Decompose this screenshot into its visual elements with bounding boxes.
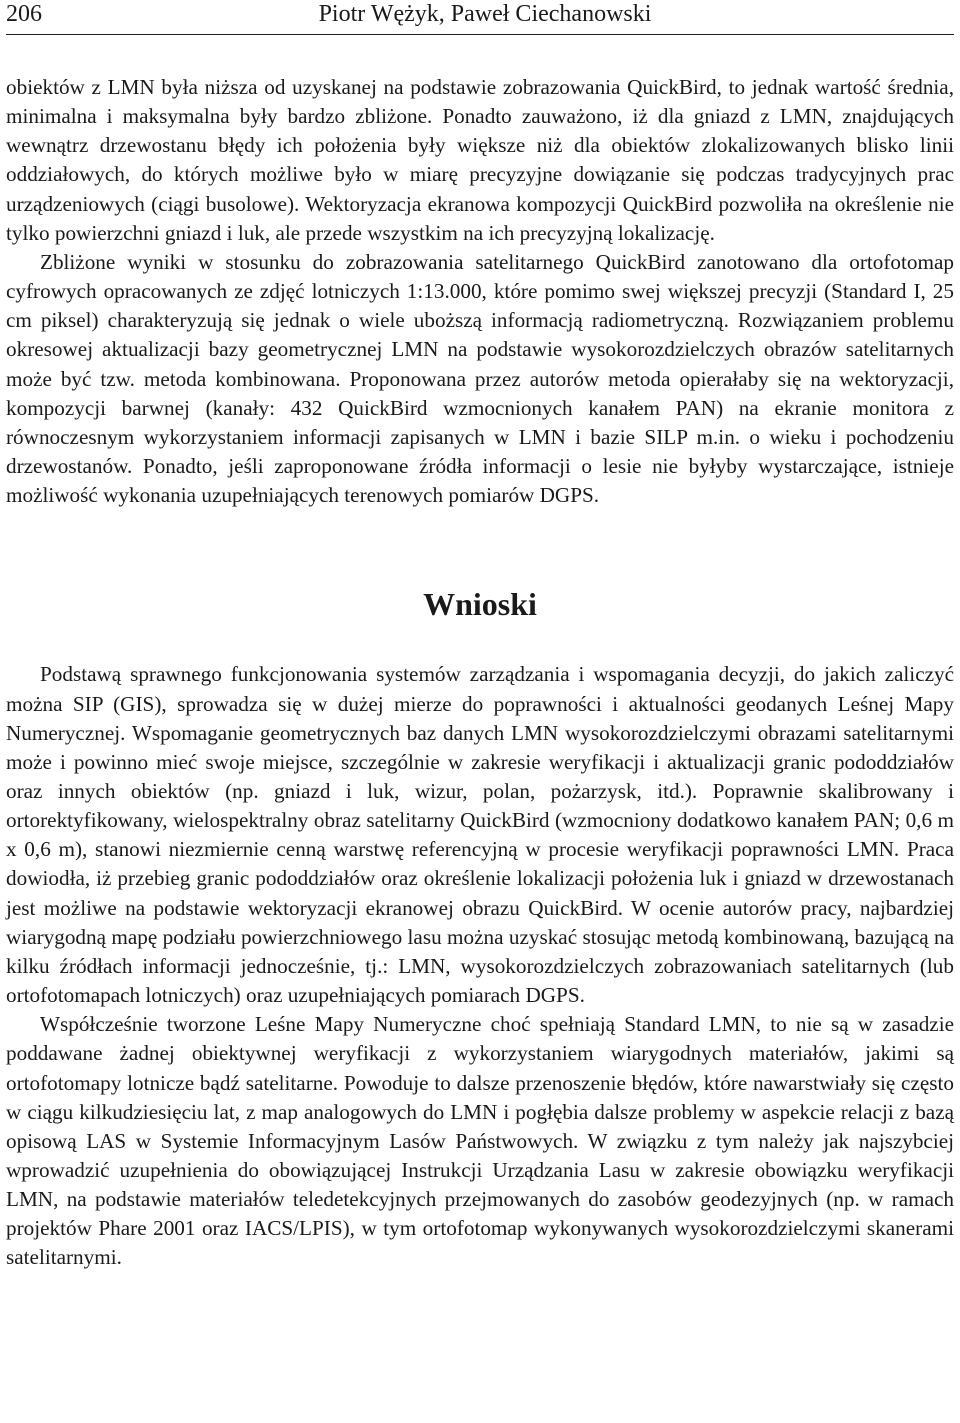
section-heading-wnioski: Wnioski [423,586,537,623]
page-header [6,0,954,35]
paragraph: Podstawą sprawnego funkcjonowania systemów zarządzania i wspomagania decyzji, do jakich zaliczyć można SIP (GIS), sprowadza się w dużej mierze do poprawności i aktualności geodanych Leśnej Mapy Numerycznej. Wspomaganie geometrycznych baz danych LMN wysokorozdzielczymi obrazami satelitarnymi może i powinno mieć swoje miejsce, szczególnie w zakresie weryfikacji i aktualizacji granic pododdziałów oraz innych obiektów (np. gniazd i luk, wizur, polan, pożarzysk, itd.). Poprawnie skalibrowany i ortorektyfikowany, wielospektralny obraz satelitarny QuickBird (wzmocniony dodatkowo kanałem PAN; 0,6 m x 0,6 m), stanowi niezmiernie cenną warstwę referencyjną w procesie weryfikacji poprawności LMN. Praca dowiodła, iż przebieg granic pododdziałów oraz określenie lokalizacji położenia luk i gniazd w drzewostanach jest możliwe na podstawie wektoryzacji ekranowej obrazu QuickBird. W ocenie autorów pracy, najbardziej wiarygodną mapę podziału powierzchniowego lasu można uzyskać stosując metodą kombinowaną, bazującą na kilku źródłach informacji jednocześnie, tj.: LMN, wysokorozdzielczych zobrazowaniach satelitarnych (lub ortofotomapach lotniczych) oraz uzupełniających pomiarach DGPS. [6,662,954,1008]
section-body [6,660,954,1272]
paragraph-continued: obiektów z LMN była niższa od uzyskanej na podstawie zobrazowania QuickBird, to jednak wartość średnia, minimalna i maksymalna były bardzo zbliżone. Ponadto zauważono, iż dla gniazd z LMN, znajdujących wewnątrz drzewostanu błędy ich położenia były większe niż dla obiektów zlokalizowanych blisko linii oddziałowych, do których możliwe było w miarę precyzyjne dowiązanie się podczas tradycyjnych prac urządzeniowych (ciągi busolowe). Wektoryzacja ekranowa kompozycji QuickBird pozwoliła na określenie nie tylko powierzchni gniazd i luk, ale przede wszystkim na ich precyzyjną lokalizację. [6,75,954,245]
body-text-before [6,73,954,510]
paragraph: Współcześnie tworzone Leśne Mapy Numeryczne choć spełniają Standard LMN, to nie są w zasadzie poddawane żadnej obiektywnej weryfikacji z wykorzystaniem wiarygodnych materiałów, jakimi są ortofotomapy lotnicze bądź satelitarne. Powoduje to dalsze przenoszenie błędów, które nawarstwiały się często w ciągu kilkudziesięciu lat, z map analogowych do LMN i pogłębia dalsze problemy w aspekcie relacji z bazą opisową LAS w Systemie Informacyjnym Lasów Państwowych. W związku z tym należy jak najszybciej wprowadzić uzupełnienia do obowiązującej Instrukcji Urządzania Lasu w zakresie obowiązku weryfikacji LMN, na podstawie materiałów teledetekcyjnych przejmowanych do zasobów geodezyjnych (np. w ramach projektów Phare 2001 oraz IACS/LPIS), w tym ortofotomap wykonywanych wysokorozdzielczymi skanerami satelitarnymi. [6,1012,954,1270]
paragraph: Zbliżone wyniki w stosunku do zobrazowania satelitarnego QuickBird zanotowano dla ortofotomap cyfrowych opracowanych ze zdjęć lotniczych 1:13.000, które pomimo swej większej precyzji (Standard I, 25 cm piksel) charakteryzują się jednak o wiele uboższą informacją radiometryczną. Rozwiązaniem problemu okresowej aktualizacji bazy geometrycznej LMN na podstawie wysokorozdzielczych obrazów satelitarnych może być tzw. metoda kombinowana. Proponowana przez autorów metoda opierałaby się na wektoryzacji, kompozycji barwnej (kanały: 432 QuickBird wzmocnionych kanałem PAN) na ekranie monitora z równoczesnym wykorzystaniem informacji zapisanych w LMN i bazie SILP m.in. o wieku i pochodzeniu drzewostanów. Ponadto, jeśli zaproponowane źródła informacji o lesie nie byłyby wystarczające, istnieje możliwość wykonania uzupełniających terenowych pomiarów DGPS. [6,249,954,508]
page-number: 206 [6,1,42,27]
running-head-authors: Piotr Wężyk, Paweł Ciechanowski [318,1,652,27]
